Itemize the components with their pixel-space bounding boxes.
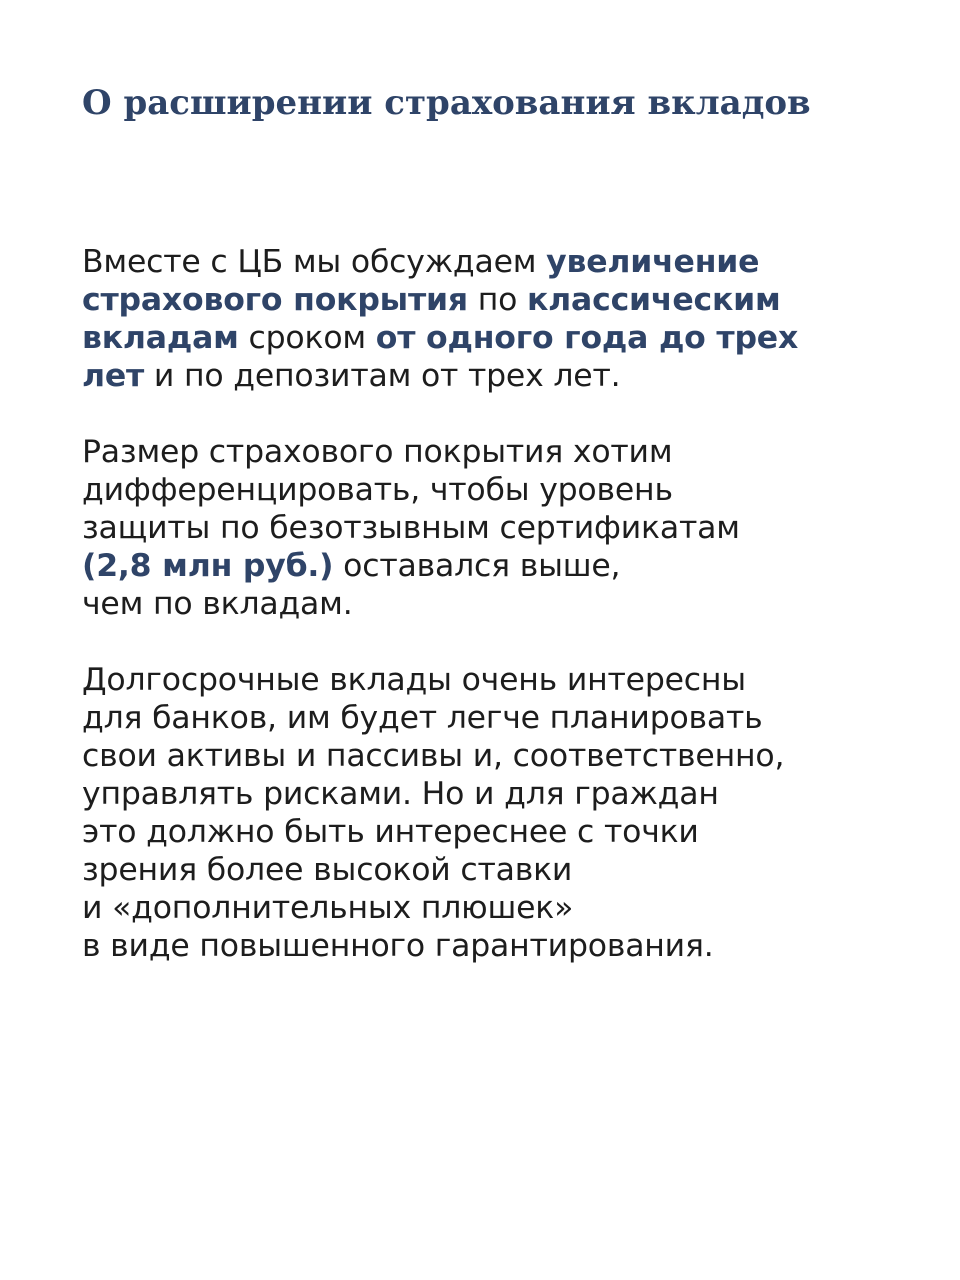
- text-line: [82, 243, 942, 281]
- paragraph-long-term-deposits: [82, 661, 942, 965]
- text-fragment: по: [467, 282, 527, 318]
- text-line: Размер страхового покрытия хотим: [82, 434, 673, 470]
- highlight-deposits: вкладам: [82, 320, 239, 356]
- text-fragment: и по депозитам от трех лет.: [144, 358, 621, 394]
- text-line: чем по вкладам.: [82, 586, 353, 622]
- paragraph-deposit-insurance-discussion: [82, 243, 942, 395]
- text-fragment: сроком: [238, 320, 376, 356]
- text-line: управлять рисками. Но и для граждан: [82, 776, 719, 812]
- highlight-term: от одного года до трех: [375, 320, 799, 356]
- page-title: О расширении страхования вкладов: [82, 83, 811, 123]
- highlight-amount: (2,8 млн руб.): [82, 548, 334, 584]
- text-line: защиты по безотзывным сертификатам: [82, 510, 740, 546]
- text-line: для банков, им будет легче планировать: [82, 700, 763, 736]
- text-line: в виде повышенного гарантирования.: [82, 928, 714, 964]
- text-line: [82, 281, 942, 319]
- text-line: Долгосрочные вклады очень интересны: [82, 662, 746, 698]
- highlight-years: лет: [82, 358, 145, 394]
- text-line: [82, 319, 942, 357]
- highlight-classic: классическим: [527, 282, 781, 318]
- text-line: свои активы и пассивы и, соответственно,: [82, 738, 785, 774]
- text-line: и «дополнительных плюшек»: [82, 890, 574, 926]
- highlight-increase: увеличение: [546, 244, 760, 280]
- highlight-insurance-coverage: страхового покрытия: [82, 282, 468, 318]
- text-line: дифференцировать, чтобы уровень: [82, 472, 673, 508]
- text-line: зрения более высокой ставки: [82, 852, 573, 888]
- text-fragment: оставался выше,: [333, 548, 621, 584]
- text-line: [82, 547, 942, 585]
- paragraph-coverage-differentiation: [82, 433, 942, 623]
- text-line: [82, 357, 942, 395]
- text-line: это должно быть интереснее с точки: [82, 814, 699, 850]
- text-fragment: Вместе с ЦБ мы обсуждаем: [82, 244, 547, 280]
